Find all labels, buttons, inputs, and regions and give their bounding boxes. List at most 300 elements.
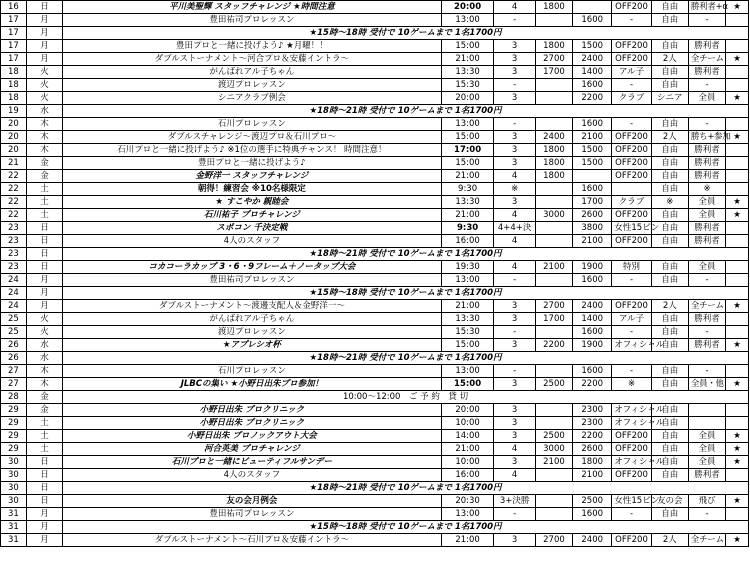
event-name-cell: 河合英美 プロチャレンジ xyxy=(63,443,442,456)
date-cell: 23 xyxy=(1,235,27,248)
start-time-cell: 21:00 xyxy=(441,209,494,222)
event-name-cell: JLBCの集い ★小野日出朱プロ参加！ xyxy=(63,378,442,391)
schedule-row xyxy=(1,365,749,378)
event-name-cell: 朝得！練習会 ※10名様限定 xyxy=(63,183,442,196)
star-mark-cell xyxy=(726,469,749,482)
entry-cell: 自由 xyxy=(651,183,688,196)
schedule-row xyxy=(1,469,749,482)
games-cell: 4 xyxy=(494,235,535,248)
price-member-cell: 1900 xyxy=(573,261,612,274)
start-time-cell: 15:00 xyxy=(441,378,494,391)
price-member-cell: 1800 xyxy=(573,456,612,469)
entry-cell: 自由 xyxy=(651,274,688,287)
prize-cell: 勝利者 xyxy=(688,313,725,326)
price-general-cell: 2700 xyxy=(535,53,572,66)
price-general-cell xyxy=(535,326,572,339)
start-time-cell: 17:00 xyxy=(441,144,494,157)
start-time-cell: 15:00 xyxy=(441,339,494,352)
star-mark-cell: ★ xyxy=(726,131,749,144)
entry-cell: 自由 xyxy=(651,417,688,430)
date-cell: 26 xyxy=(1,352,27,365)
date-cell: 20 xyxy=(1,131,27,144)
reservation-banner-cell: 10:00～12:00 ご 予 約 貸 切 xyxy=(63,391,749,404)
games-cell: 4 xyxy=(494,261,535,274)
date-cell: 29 xyxy=(1,430,27,443)
prize-cell: 全員 xyxy=(688,209,725,222)
weekday-cell: 木 xyxy=(26,365,62,378)
start-time-cell: 13:30 xyxy=(441,196,494,209)
price-general-cell: 3000 xyxy=(535,209,572,222)
star-mark-cell: ★ xyxy=(726,209,749,222)
handicap-cell: アル子 xyxy=(612,66,651,79)
date-cell: 27 xyxy=(1,365,27,378)
date-cell: 30 xyxy=(1,482,27,495)
start-time-cell: 16:00 xyxy=(441,469,494,482)
star-mark-cell: ★ xyxy=(726,1,749,14)
start-time-cell: 9:30 xyxy=(441,222,494,235)
schedule-row xyxy=(1,235,749,248)
schedule-row xyxy=(1,508,749,521)
star-mark-cell: ★ xyxy=(726,534,749,547)
event-name-cell: 友の会月例会 xyxy=(63,495,442,508)
schedule-row xyxy=(1,495,749,508)
weekday-cell: 火 xyxy=(26,92,62,105)
price-member-cell: 1900 xyxy=(573,339,612,352)
star-mark-cell xyxy=(726,365,749,378)
games-cell: 3 xyxy=(494,196,535,209)
price-general-cell: 2100 xyxy=(535,261,572,274)
date-cell: 23 xyxy=(1,261,27,274)
price-general-cell: 1800 xyxy=(535,1,572,14)
price-member-cell: 2400 xyxy=(573,53,612,66)
price-member-cell: 2100 xyxy=(573,131,612,144)
games-cell: 3 xyxy=(494,300,535,313)
schedule-row xyxy=(1,456,749,469)
price-member-cell: 1500 xyxy=(573,40,612,53)
event-name-cell: 豊田祐司プロレッスン xyxy=(63,508,442,521)
event-name-cell: 石川プロレッスン xyxy=(63,365,442,378)
star-mark-cell xyxy=(726,417,749,430)
start-time-cell: 13:30 xyxy=(441,313,494,326)
prize-cell: - xyxy=(688,508,725,521)
games-cell: 3 xyxy=(494,53,535,66)
price-general-cell xyxy=(535,196,572,209)
event-name-cell: 渡辺プロレッスン xyxy=(63,79,442,92)
prize-cell xyxy=(688,404,725,417)
price-general-cell xyxy=(535,92,572,105)
prize-cell: 勝利者 xyxy=(688,469,725,482)
date-cell: 18 xyxy=(1,92,27,105)
start-time-cell: 21:00 xyxy=(441,534,494,547)
date-cell: 30 xyxy=(1,456,27,469)
event-name-cell: 4人のスタッフ xyxy=(63,469,442,482)
date-cell: 20 xyxy=(1,144,27,157)
schedule-row xyxy=(1,534,749,547)
games-cell: 4+4+決 xyxy=(494,222,535,235)
weekday-cell: 月 xyxy=(26,521,62,534)
schedule-row xyxy=(1,443,749,456)
games-cell: 3 xyxy=(494,534,535,547)
handicap-cell: OFF200 xyxy=(612,157,651,170)
event-name-cell: 小野日出朱 プロクリニック xyxy=(63,417,442,430)
star-mark-cell: ★ xyxy=(726,378,749,391)
schedule-row xyxy=(1,261,749,274)
price-general-cell xyxy=(535,404,572,417)
schedule-row xyxy=(1,326,749,339)
event-name-cell: がんばれアル子ちゃん xyxy=(63,313,442,326)
prize-cell: 全チーム xyxy=(688,534,725,547)
entry-cell: 自由 xyxy=(651,170,688,183)
star-mark-cell: ★ xyxy=(726,53,749,66)
weekday-cell: 日 xyxy=(26,248,62,261)
price-general-cell: 2400 xyxy=(535,131,572,144)
entry-cell: 自由 xyxy=(651,404,688,417)
games-cell: 3 xyxy=(494,456,535,469)
weekday-cell: 金 xyxy=(26,404,62,417)
schedule-row xyxy=(1,1,749,14)
entry-cell: 自由 xyxy=(651,443,688,456)
star-mark-cell xyxy=(726,274,749,287)
date-cell: 22 xyxy=(1,183,27,196)
price-general-cell: 2100 xyxy=(535,456,572,469)
promo-banner-cell: ★15時～18時 受付で 10ゲームまで 1名1700円 xyxy=(63,521,749,534)
price-general-cell: 2500 xyxy=(535,378,572,391)
weekday-cell: 木 xyxy=(26,378,62,391)
start-time-cell: 13:00 xyxy=(441,274,494,287)
prize-cell: 勝利者 xyxy=(688,40,725,53)
schedule-row xyxy=(1,248,749,261)
event-name-cell: 豊田プロと一緒に投げよう♪ xyxy=(63,157,442,170)
price-general-cell: 1800 xyxy=(535,144,572,157)
weekday-cell: 月 xyxy=(26,534,62,547)
start-time-cell: 15:00 xyxy=(441,131,494,144)
prize-cell: 全員 xyxy=(688,196,725,209)
price-general-cell: 1800 xyxy=(535,157,572,170)
price-general-cell xyxy=(535,14,572,27)
star-mark-cell xyxy=(726,183,749,196)
price-member-cell: 1500 xyxy=(573,144,612,157)
price-member-cell: 2200 xyxy=(573,92,612,105)
schedule-row xyxy=(1,183,749,196)
price-general-cell xyxy=(535,508,572,521)
start-time-cell: 19:30 xyxy=(441,261,494,274)
weekday-cell: 火 xyxy=(26,313,62,326)
date-cell: 28 xyxy=(1,391,27,404)
schedule-row xyxy=(1,313,749,326)
entry-cell: 自由 xyxy=(651,469,688,482)
games-cell: 3 xyxy=(494,40,535,53)
price-general-cell: 2500 xyxy=(535,430,572,443)
date-cell: 29 xyxy=(1,443,27,456)
prize-cell: 全チーム xyxy=(688,53,725,66)
event-name-cell: 石川祐子 プロチャレンジ xyxy=(63,209,442,222)
event-name-cell: 平川美聖輝 スタッフチャレンジ ★時間注意 xyxy=(63,1,442,14)
event-name-cell: ダブルストーナメント～河合プロ＆安藤イントラ～ xyxy=(63,53,442,66)
entry-cell: 自由 xyxy=(651,339,688,352)
schedule-row xyxy=(1,196,749,209)
event-name-cell: コカコーラカップ 3・6・9フレーム＋ノータップ大会 xyxy=(63,261,442,274)
price-member-cell: 2600 xyxy=(573,209,612,222)
promo-banner-cell: ★15時～18時 受付で 10ゲームまで 1名1700円 xyxy=(63,287,749,300)
games-cell: 3+決勝 xyxy=(494,495,535,508)
schedule-row xyxy=(1,339,749,352)
entry-cell: 自由 xyxy=(651,326,688,339)
handicap-cell: 女性15ピン xyxy=(612,222,651,235)
start-time-cell: 20:30 xyxy=(441,495,494,508)
prize-cell: 飛び xyxy=(688,495,725,508)
event-name-cell: シニアクラブ例会 xyxy=(63,92,442,105)
weekday-cell: 日 xyxy=(26,235,62,248)
entry-cell: 自由 xyxy=(651,222,688,235)
price-general-cell xyxy=(535,365,572,378)
star-mark-cell: ★ xyxy=(726,430,749,443)
handicap-cell: OFF200 xyxy=(612,300,651,313)
star-mark-cell xyxy=(726,404,749,417)
handicap-cell: OFF200 xyxy=(612,131,651,144)
date-cell: 18 xyxy=(1,79,27,92)
handicap-cell: OFF200 xyxy=(612,534,651,547)
start-time-cell: 21:00 xyxy=(441,300,494,313)
date-cell: 29 xyxy=(1,404,27,417)
start-time-cell: 16:00 xyxy=(441,235,494,248)
games-cell: - xyxy=(494,365,535,378)
weekday-cell: 日 xyxy=(26,1,62,14)
weekday-cell: 火 xyxy=(26,66,62,79)
event-name-cell: ダブルストーナメント～渡邊支配人＆金野洋一～ xyxy=(63,300,442,313)
schedule-row xyxy=(1,482,749,495)
date-cell: 23 xyxy=(1,248,27,261)
handicap-cell: OFF200 xyxy=(612,170,651,183)
price-member-cell: 2300 xyxy=(573,404,612,417)
handicap-cell: - xyxy=(612,326,651,339)
games-cell: - xyxy=(494,274,535,287)
weekday-cell: 日 xyxy=(26,222,62,235)
weekday-cell: 土 xyxy=(26,443,62,456)
prize-cell: 勝利者 xyxy=(688,170,725,183)
promo-banner-cell: ★18時～21時 受付で 10ゲームまで 1名1700円 xyxy=(63,482,749,495)
schedule-row xyxy=(1,300,749,313)
handicap-cell: 女性15ピン xyxy=(612,495,651,508)
games-cell: - xyxy=(494,118,535,131)
schedule-row xyxy=(1,144,749,157)
date-cell: 30 xyxy=(1,469,27,482)
date-cell: 17 xyxy=(1,27,27,40)
price-general-cell: 1700 xyxy=(535,66,572,79)
entry-cell: 自由 xyxy=(651,235,688,248)
handicap-cell: OFF200 xyxy=(612,53,651,66)
handicap-cell: - xyxy=(612,508,651,521)
weekday-cell: 月 xyxy=(26,14,62,27)
weekday-cell: 火 xyxy=(26,326,62,339)
price-member-cell: 2100 xyxy=(573,469,612,482)
start-time-cell: 14:00 xyxy=(441,430,494,443)
handicap-cell: OFF200 xyxy=(612,235,651,248)
price-general-cell xyxy=(535,469,572,482)
weekday-cell: 金 xyxy=(26,157,62,170)
schedule-row xyxy=(1,53,749,66)
prize-cell: - xyxy=(688,274,725,287)
entry-cell: 自由 xyxy=(651,261,688,274)
price-member-cell: 1600 xyxy=(573,183,612,196)
start-time-cell: 9:30 xyxy=(441,183,494,196)
entry-cell: シニア xyxy=(651,92,688,105)
price-general-cell xyxy=(535,274,572,287)
schedule-row xyxy=(1,79,749,92)
prize-cell: 勝利者 xyxy=(688,222,725,235)
handicap-cell: OFF200 xyxy=(612,1,651,14)
prize-cell: 勝利者 xyxy=(688,235,725,248)
star-mark-cell xyxy=(726,508,749,521)
price-member-cell: 2200 xyxy=(573,378,612,391)
event-name-cell: 石川プロと一緒にビューティフルサンデー xyxy=(63,456,442,469)
prize-cell xyxy=(688,417,725,430)
price-member-cell: 1600 xyxy=(573,14,612,27)
date-cell: 23 xyxy=(1,222,27,235)
games-cell: 3 xyxy=(494,404,535,417)
handicap-cell: - xyxy=(612,365,651,378)
games-cell: - xyxy=(494,326,535,339)
handicap-cell: - xyxy=(612,79,651,92)
event-name-cell: 豊田祐司プロレッスン xyxy=(63,274,442,287)
prize-cell: - xyxy=(688,79,725,92)
games-cell: 3 xyxy=(494,378,535,391)
handicap-cell: クラブ xyxy=(612,196,651,209)
price-member-cell: 2600 xyxy=(573,443,612,456)
start-time-cell: 13:00 xyxy=(441,365,494,378)
prize-cell: 全員 xyxy=(688,261,725,274)
weekday-cell: 日 xyxy=(26,261,62,274)
price-general-cell xyxy=(535,79,572,92)
price-general-cell xyxy=(535,222,572,235)
schedule-row xyxy=(1,378,749,391)
prize-cell: - xyxy=(688,365,725,378)
entry-cell: 自由 xyxy=(651,365,688,378)
handicap-cell: オフィシャル xyxy=(612,339,651,352)
schedule-row xyxy=(1,521,749,534)
promo-banner-cell: ★18時～21時 受付で 10ゲームまで 1名1700円 xyxy=(63,352,749,365)
weekday-cell: 金 xyxy=(26,170,62,183)
date-cell: 25 xyxy=(1,313,27,326)
price-member-cell: 1600 xyxy=(573,118,612,131)
weekday-cell: 土 xyxy=(26,209,62,222)
date-cell: 24 xyxy=(1,274,27,287)
start-time-cell: 15:00 xyxy=(441,40,494,53)
handicap-cell: OFF200 xyxy=(612,144,651,157)
price-general-cell: 2200 xyxy=(535,339,572,352)
prize-cell: 全員 xyxy=(688,92,725,105)
entry-cell: 2人 xyxy=(651,53,688,66)
start-time-cell: 15:30 xyxy=(441,326,494,339)
price-member-cell: 1400 xyxy=(573,313,612,326)
handicap-cell: ※ xyxy=(612,378,651,391)
prize-cell: 勝利者 xyxy=(688,339,725,352)
event-name-cell: 金野洋一 スタッフチャレンジ xyxy=(63,170,442,183)
games-cell: 3 xyxy=(494,417,535,430)
prize-cell: 全員 xyxy=(688,430,725,443)
date-cell: 22 xyxy=(1,170,27,183)
games-cell: 3 xyxy=(494,313,535,326)
schedule-row xyxy=(1,131,749,144)
price-general-cell: 2700 xyxy=(535,534,572,547)
star-mark-cell: ★ xyxy=(726,300,749,313)
start-time-cell: 15:30 xyxy=(441,79,494,92)
start-time-cell: 21:00 xyxy=(441,170,494,183)
date-cell: 21 xyxy=(1,157,27,170)
price-member-cell: 1700 xyxy=(573,196,612,209)
event-name-cell: 石川プロレッスン xyxy=(63,118,442,131)
handicap-cell: オフィシャル xyxy=(612,417,651,430)
weekday-cell: 木 xyxy=(26,118,62,131)
star-mark-cell xyxy=(726,326,749,339)
schedule-row xyxy=(1,14,749,27)
price-general-cell xyxy=(535,417,572,430)
start-time-cell: 10:00 xyxy=(441,456,494,469)
schedule-row xyxy=(1,417,749,430)
games-cell: ※ xyxy=(494,183,535,196)
promo-banner-cell: ★18時～21時 受付で 10ゲームまで 1名1700円 xyxy=(63,105,749,118)
schedule-row xyxy=(1,404,749,417)
weekday-cell: 月 xyxy=(26,300,62,313)
event-name-cell: ★ すこやか 親睦会 xyxy=(63,196,442,209)
star-mark-cell xyxy=(726,144,749,157)
games-cell: 3 xyxy=(494,430,535,443)
price-member-cell: 3800 xyxy=(573,222,612,235)
handicap-cell: OFF200 xyxy=(612,443,651,456)
price-member-cell: 2300 xyxy=(573,417,612,430)
price-member-cell: 1600 xyxy=(573,508,612,521)
price-member-cell: 1600 xyxy=(573,365,612,378)
event-name-cell: 4人のスタッフ xyxy=(63,235,442,248)
start-time-cell: 20:00 xyxy=(441,1,494,14)
date-cell: 18 xyxy=(1,66,27,79)
entry-cell: 2人 xyxy=(651,300,688,313)
entry-cell: 自由 xyxy=(651,144,688,157)
event-name-cell: 小野日出朱 プロノックアウト大会 xyxy=(63,430,442,443)
price-general-cell xyxy=(535,235,572,248)
schedule-row xyxy=(1,105,749,118)
star-mark-cell xyxy=(726,170,749,183)
start-time-cell: 20:00 xyxy=(441,92,494,105)
start-time-cell: 13:00 xyxy=(441,118,494,131)
games-cell: 4 xyxy=(494,443,535,456)
handicap-cell: 特別 xyxy=(612,261,651,274)
star-mark-cell: ★ xyxy=(726,456,749,469)
weekday-cell: 月 xyxy=(26,508,62,521)
weekday-cell: 火 xyxy=(26,79,62,92)
date-cell: 17 xyxy=(1,14,27,27)
star-mark-cell xyxy=(726,313,749,326)
schedule-row xyxy=(1,222,749,235)
entry-cell: 自由 xyxy=(651,430,688,443)
handicap-cell: OFF200 xyxy=(612,40,651,53)
weekday-cell: 水 xyxy=(26,339,62,352)
handicap-cell: オフィシャル xyxy=(612,456,651,469)
event-name-cell: 小野日出朱 プロクリニック xyxy=(63,404,442,417)
event-name-cell: がんばれアル子ちゃん xyxy=(63,66,442,79)
star-mark-cell xyxy=(726,118,749,131)
start-time-cell: 13:00 xyxy=(441,14,494,27)
schedule-row xyxy=(1,92,749,105)
start-time-cell: 15:00 xyxy=(441,157,494,170)
start-time-cell: 21:00 xyxy=(441,53,494,66)
price-member-cell: 1600 xyxy=(573,79,612,92)
star-mark-cell xyxy=(726,235,749,248)
games-cell: 4 xyxy=(494,1,535,14)
event-name-cell: 石川プロと一緒に投げよう♪ ※1位の選手に特典チャンス！ 時間注意！ xyxy=(63,144,442,157)
weekday-cell: 月 xyxy=(26,274,62,287)
price-general-cell xyxy=(535,183,572,196)
games-cell: 3 xyxy=(494,131,535,144)
